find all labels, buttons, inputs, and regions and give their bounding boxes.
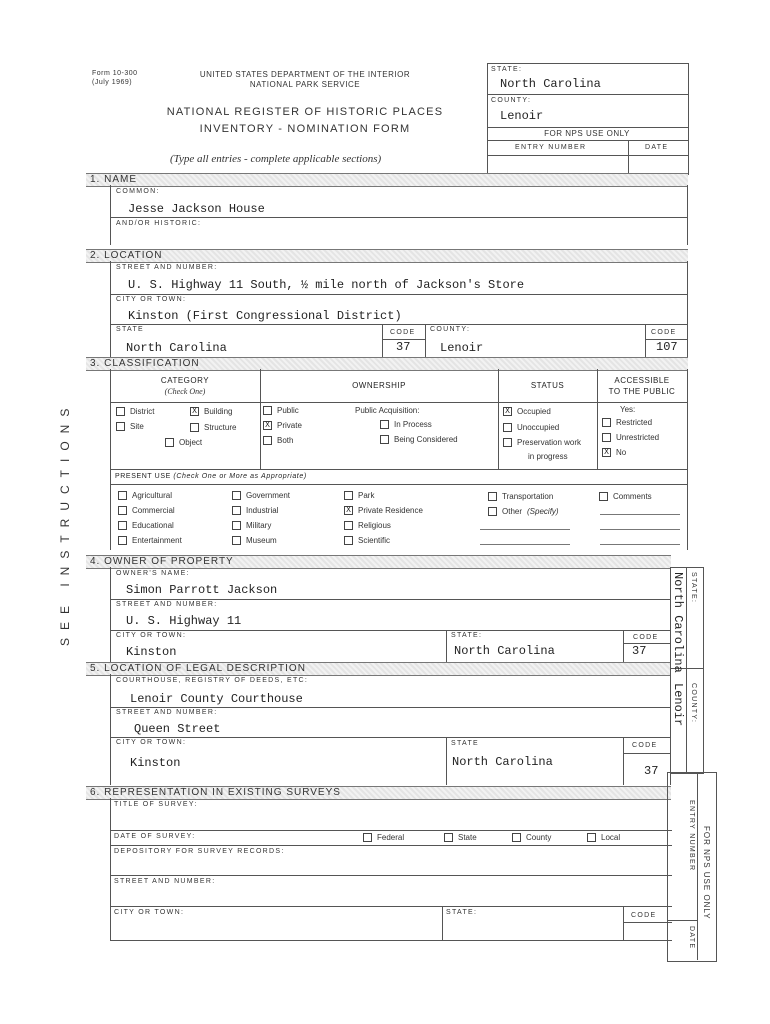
use-museum[interactable]: Museum [232, 536, 277, 545]
public-acquisition-label: Public Acquisition: [355, 406, 420, 415]
use-agricultural[interactable]: Agricultural [118, 491, 172, 500]
status-unoccupied[interactable]: Unoccupied [503, 423, 559, 432]
status-preservation[interactable]: Preservation work [503, 438, 581, 447]
section5-heading: 5. LOCATION OF LEGAL DESCRIPTION [90, 663, 306, 674]
educational-checkbox[interactable] [118, 521, 127, 530]
legal-code-label: CODE [632, 742, 658, 749]
use-private-residence[interactable]: X Private Residence [344, 506, 423, 515]
section1-heading: 1. NAME [90, 174, 138, 185]
survey-code-label: CODE [631, 912, 657, 919]
location-city-label: CITY OR TOWN: [116, 296, 187, 303]
use-entertainment[interactable]: Entertainment [118, 536, 182, 545]
category-district[interactable]: District [116, 407, 154, 416]
status-preservation-line2: in progress [528, 452, 568, 461]
form-date: (July 1969) [92, 79, 133, 86]
right-state-label: STATE: [690, 572, 697, 604]
historic-name-label: AND/OR HISTORIC: [116, 220, 202, 227]
legal-city-value: Kinston [130, 756, 181, 770]
public-checkbox[interactable] [263, 406, 272, 415]
owner-code-value: 37 [632, 644, 647, 658]
both-checkbox[interactable] [263, 436, 272, 445]
accessible-no[interactable]: X No [602, 448, 626, 457]
owner-name-label: OWNER'S NAME: [116, 570, 190, 577]
owner-city-label: CITY OR TOWN: [116, 632, 187, 639]
header-nps-label: FOR NPS USE ONLY [544, 129, 630, 138]
right-entry-number-label: ENTRY NUMBER [688, 800, 695, 872]
acq-being-considered[interactable]: Being Considered [380, 435, 458, 444]
see-instructions-side-text: SEE INSTRUCTIONS [58, 400, 72, 646]
right-county-label: COUNTY: [690, 683, 697, 724]
restricted-checkbox[interactable] [602, 418, 611, 427]
state-checkbox[interactable] [444, 833, 453, 842]
location-state-label: STATE [116, 326, 145, 333]
other-checkbox[interactable] [488, 507, 497, 516]
owner-street-label: STREET AND NUMBER: [116, 601, 218, 608]
common-name-value: Jesse Jackson House [128, 202, 265, 216]
industrial-checkbox[interactable] [232, 506, 241, 515]
header-state-value: North Carolina [500, 77, 601, 91]
header-entry-number-label: ENTRY NUMBER [515, 144, 587, 151]
owner-state-label: STATE: [451, 632, 483, 639]
form-title-line2: INVENTORY - NOMINATION FORM [199, 123, 411, 135]
park-checkbox[interactable] [344, 491, 353, 500]
acq-in-process[interactable]: In Process [380, 420, 432, 429]
present-use-label: PRESENT USE (Check One or More as Appropriate) [115, 473, 307, 480]
comments-checkbox[interactable] [599, 492, 608, 501]
use-comments[interactable]: Comments [599, 492, 652, 501]
use-park[interactable]: Park [344, 491, 374, 500]
commercial-checkbox[interactable] [118, 506, 127, 515]
survey-federal[interactable]: Federal [363, 833, 404, 842]
location-state-code: 37 [396, 340, 411, 354]
form-title-line1: NATIONAL REGISTER OF HISTORIC PLACES [166, 106, 444, 118]
right-date-label: DATE [688, 926, 695, 950]
private-checkbox[interactable]: X [263, 421, 272, 430]
header-date-label: DATE [645, 144, 669, 151]
use-scientific[interactable]: Scientific [344, 536, 390, 545]
location-city-value: Kinston (First Congressional District) [128, 309, 402, 323]
section3-heading: 3. CLASSIFICATION [90, 358, 200, 369]
military-checkbox[interactable] [232, 521, 241, 530]
use-government[interactable]: Government [232, 491, 290, 500]
unrestricted-checkbox[interactable] [602, 433, 611, 442]
use-military[interactable]: Military [232, 521, 271, 530]
agency-line: NATIONAL PARK SERVICE [249, 80, 361, 89]
entertainment-checkbox[interactable] [118, 536, 127, 545]
accessible-yes: Yes: [620, 405, 636, 414]
instruction-text: (Type all entries - complete applicable sections) [170, 153, 382, 165]
preservation-checkbox[interactable] [503, 438, 512, 447]
common-name-label: COMMON: [116, 188, 160, 195]
courthouse-value: Lenoir County Courthouse [130, 692, 303, 706]
use-commercial[interactable]: Commercial [118, 506, 175, 515]
use-transportation[interactable]: Transportation [488, 492, 553, 501]
section2-heading: 2. LOCATION [90, 250, 163, 261]
legal-street-label: STREET AND NUMBER: [116, 709, 218, 716]
legal-state-label: STATE [451, 740, 480, 747]
structure-checkbox[interactable] [190, 423, 199, 432]
museum-checkbox[interactable] [232, 536, 241, 545]
status-occupied[interactable]: X Occupied [503, 407, 551, 416]
legal-street-value: Queen Street [134, 722, 221, 736]
header-state-label: STATE: [491, 66, 523, 73]
accessible-unrestricted[interactable]: Unrestricted [602, 433, 659, 442]
section6-heading: 6. REPRESENTATION IN EXISTING SURVEYS [90, 787, 341, 798]
occupied-checkbox[interactable]: X [503, 407, 512, 416]
form-number: Form 10-300 [92, 70, 138, 77]
status-header: STATUS [530, 381, 565, 390]
section1-band [86, 173, 688, 187]
depository-label: DEPOSITORY FOR SURVEY RECORDS: [114, 848, 285, 855]
unoccupied-checkbox[interactable] [503, 423, 512, 432]
location-street-value: U. S. Highway 11 South, ½ mile north of Jackson's Store [128, 278, 525, 292]
accessible-header-line1: ACCESSIBLE [614, 376, 670, 385]
local-checkbox[interactable] [587, 833, 596, 842]
building-checkbox[interactable]: X [190, 407, 199, 416]
use-industrial[interactable]: Industrial [232, 506, 278, 515]
agricultural-checkbox[interactable] [118, 491, 127, 500]
department-line: UNITED STATES DEPARTMENT OF THE INTERIOR [199, 70, 411, 79]
no-checkbox[interactable]: X [602, 448, 611, 457]
survey-date-label: DATE OF SURVEY: [114, 833, 196, 840]
private-residence-checkbox[interactable]: X [344, 506, 353, 515]
section4-heading: 4. OWNER OF PROPERTY [90, 556, 234, 567]
ownership-both[interactable]: Both [263, 436, 293, 445]
section2-band [86, 249, 688, 263]
owner-city-value: Kinston [126, 645, 177, 659]
owner-state-value: North Carolina [454, 644, 555, 658]
owner-name-value: Simon Parrott Jackson [126, 583, 278, 597]
courthouse-label: COURTHOUSE, REGISTRY OF DEEDS, ETC: [116, 677, 309, 684]
header-county-value: Lenoir [500, 109, 544, 123]
ownership-private[interactable]: X Private [263, 421, 302, 430]
header-county-label: COUNTY: [491, 97, 532, 104]
right-state-value: North Carolina [671, 572, 685, 673]
survey-county[interactable]: County [512, 833, 551, 842]
category-header: CATEGORY [160, 376, 210, 385]
legal-code-value: 37 [644, 764, 659, 778]
location-street-label: STREET AND NUMBER: [116, 264, 218, 271]
ownership-public[interactable]: Public [263, 406, 299, 415]
survey-local[interactable]: Local [587, 833, 620, 842]
accessible-restricted[interactable]: Restricted [602, 418, 652, 427]
category-site[interactable]: Site [116, 422, 144, 431]
county-checkbox[interactable] [512, 833, 521, 842]
site-checkbox[interactable] [116, 422, 125, 431]
transportation-checkbox[interactable] [488, 492, 497, 501]
category-object[interactable]: Object [165, 438, 202, 447]
use-educational[interactable]: Educational [118, 521, 174, 530]
religious-checkbox[interactable] [344, 521, 353, 530]
location-county-value: Lenoir [440, 341, 484, 355]
location-county-code-label: CODE [651, 329, 677, 336]
location-county-code: 107 [656, 340, 678, 354]
legal-state-value: North Carolina [452, 755, 553, 769]
ownership-header: OWNERSHIP [352, 381, 406, 390]
location-state-code-label: CODE [390, 329, 416, 336]
use-other[interactable]: Other (Specify) [488, 507, 559, 516]
district-checkbox[interactable] [116, 407, 125, 416]
use-religious[interactable]: Religious [344, 521, 391, 530]
location-state-value: North Carolina [126, 341, 227, 355]
survey-title-label: TITLE OF SURVEY: [114, 801, 198, 808]
right-county-value: Lenoir [671, 683, 685, 727]
right-nps-label: FOR NPS USE ONLY [702, 826, 711, 920]
object-checkbox[interactable] [165, 438, 174, 447]
survey-state[interactable]: State [444, 833, 477, 842]
federal-checkbox[interactable] [363, 833, 372, 842]
location-county-label: COUNTY: [430, 326, 471, 333]
survey-street-label: STREET AND NUMBER: [114, 878, 216, 885]
accessible-header-line2: TO THE PUBLIC [608, 387, 676, 396]
government-checkbox[interactable] [232, 491, 241, 500]
survey-state-label: STATE: [446, 909, 478, 916]
owner-street-value: U. S. Highway 11 [126, 614, 242, 628]
survey-city-label: CITY OR TOWN: [114, 909, 185, 916]
category-building[interactable]: X Building [190, 407, 232, 416]
being-considered-checkbox[interactable] [380, 435, 389, 444]
owner-code-label: CODE [633, 634, 659, 641]
in-process-checkbox[interactable] [380, 420, 389, 429]
category-subheader: (Check One) [164, 387, 206, 396]
scientific-checkbox[interactable] [344, 536, 353, 545]
category-structure[interactable]: Structure [190, 423, 236, 432]
legal-city-label: CITY OR TOWN: [116, 739, 187, 746]
